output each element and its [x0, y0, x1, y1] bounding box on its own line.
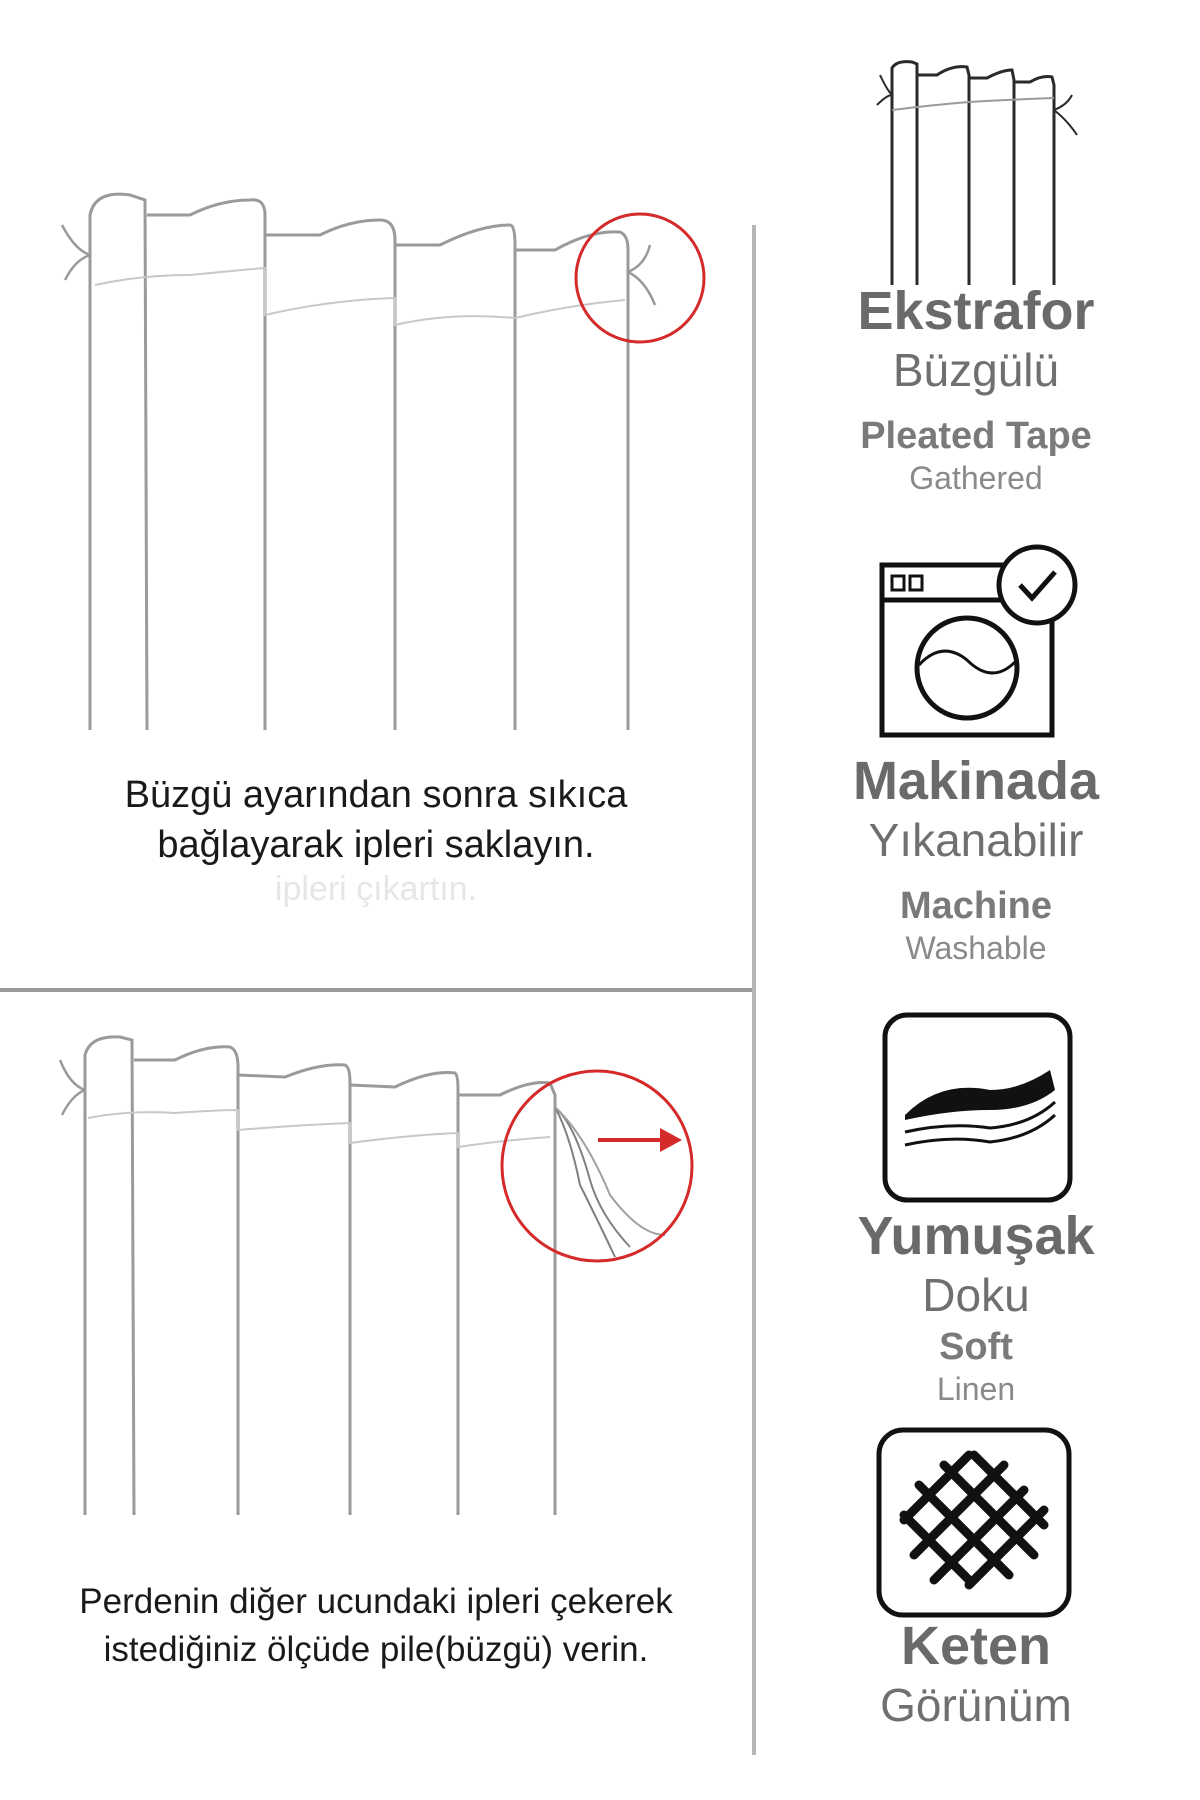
arrow-right-icon: [598, 1128, 682, 1152]
washing-machine-icon: [877, 540, 1087, 745]
feature-ekstrafor: [752, 280, 1200, 498]
feature-en-title: Machine: [899, 885, 1053, 927]
curtain-tied-illustration: [0, 0, 752, 760]
caption-line: bağlayarak ipleri saklayın.: [157, 824, 595, 866]
instruction-caption: [0, 1578, 752, 1674]
caption-line: Perdenin diğer ucundaki ipleri çekerek: [79, 1582, 673, 1621]
feature-title: Makinada: [852, 751, 1100, 811]
fabric-layers-icon: [880, 1010, 1080, 1210]
feature-en-title: Soft: [939, 1326, 1013, 1368]
ghost-text: ipleri çıkartın.: [274, 870, 478, 908]
feature-en-subtitle: Gathered: [909, 460, 1043, 496]
feature-yumusak: [752, 1205, 1200, 1409]
tutorial-step-tie-threads: [0, 0, 752, 990]
linen-weave-icon: [874, 1425, 1074, 1625]
highlight-circle: [576, 214, 704, 342]
horizontal-divider: [0, 988, 755, 992]
tutorial-step-pull-threads: [0, 995, 752, 1800]
feature-subtitle: Yıkanabilir: [868, 814, 1084, 866]
caption-line: Büzgü ayarından sonra sıkıca: [124, 774, 628, 816]
feature-en-subtitle: Linen: [936, 1371, 1016, 1407]
feature-en-subtitle: Washable: [905, 930, 1047, 966]
feature-subtitle: Görünüm: [880, 1679, 1072, 1731]
feature-title: Keten: [900, 1616, 1052, 1676]
feature-en-title: Pleated Tape: [860, 415, 1092, 457]
features-sidebar: [752, 0, 1200, 1800]
feature-title: Yumuşak: [857, 1206, 1095, 1266]
feature-makinada: [752, 750, 1200, 968]
feature-subtitle: Doku: [922, 1269, 1030, 1321]
feature-keten: [752, 1615, 1200, 1733]
curtain-pull-illustration: [0, 995, 752, 1555]
feature-subtitle: Büzgülü: [892, 344, 1060, 396]
curtain-icon: [862, 50, 1082, 295]
caption-line: istediğiniz ölçüde pile(büzgü) verin.: [103, 1630, 649, 1669]
feature-title: Ekstrafor: [857, 281, 1095, 341]
instruction-caption: [0, 770, 752, 870]
